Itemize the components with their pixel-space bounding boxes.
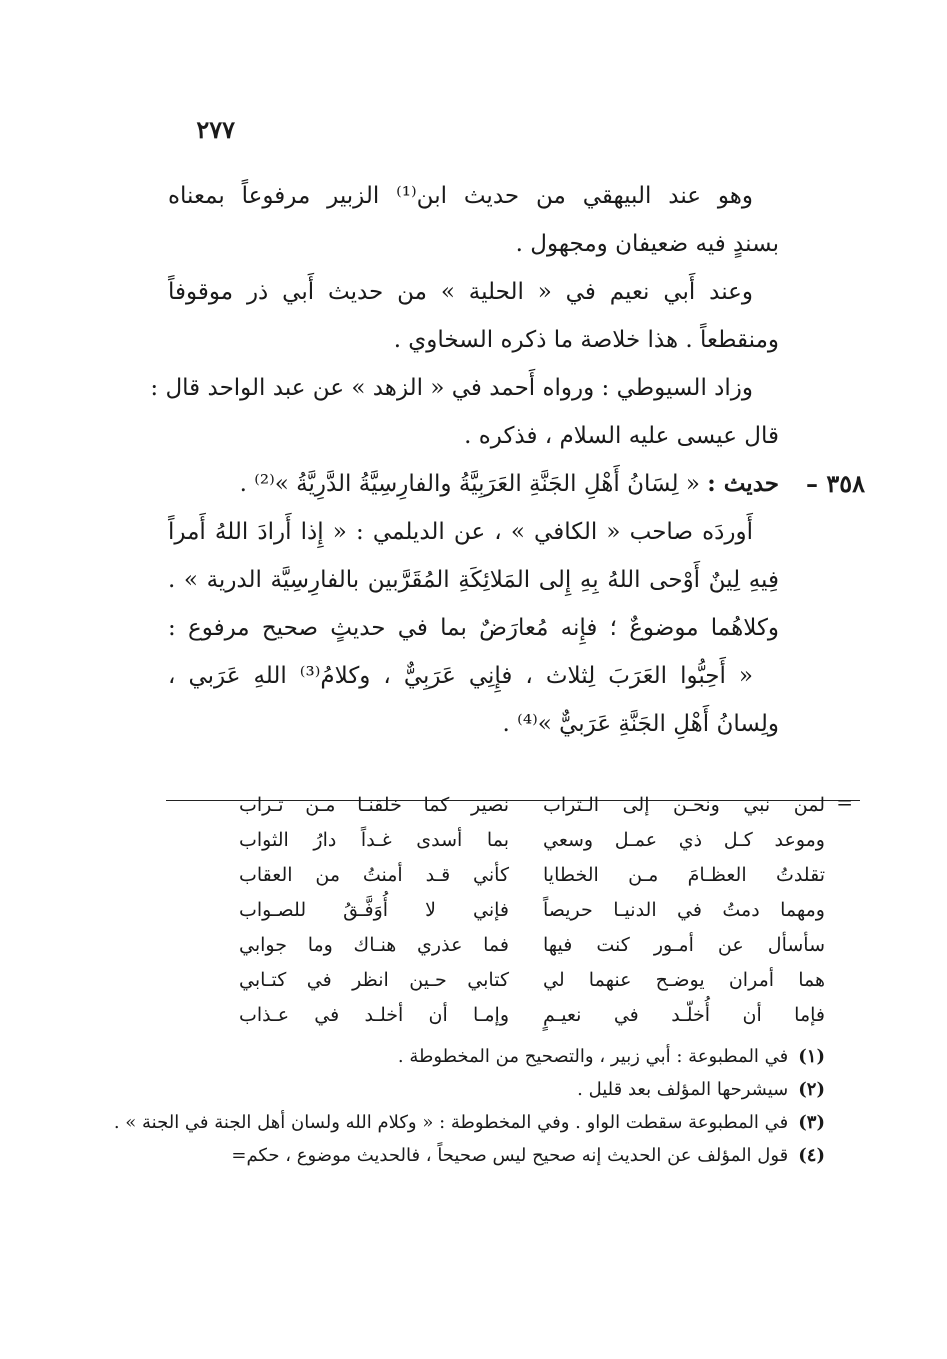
poem-first-hemistich: وموعد كـل ذي عمـل وسعي xyxy=(543,829,825,851)
text-line: وهو عند البيهقي من حديث ابن⁽¹⁾ الزبير مرفوعاً بمعناه xyxy=(168,183,753,209)
text-line: ومنقطعاً . هذا خلاصة ما ذكره السخاوي . xyxy=(393,327,779,353)
footnote xyxy=(105,1073,825,1106)
footnote-number: (١) xyxy=(798,1046,825,1067)
footnote xyxy=(105,1040,825,1073)
footnote-text: قول المؤلف عن الحديث إنه صحيح ليس صحيحاً ، فالحديث موضوع ، حكم= xyxy=(231,1145,789,1166)
hadith-label: حديث : xyxy=(707,470,779,497)
footnote-text: في المطبوعة : أبي زبير ، والتصحيح من المخطوطة . xyxy=(397,1046,789,1067)
poem-first-hemistich: لمن نبي ونحـن إلى الـتراب xyxy=(543,794,825,816)
footnote-text: سيشرحها المؤلف بعد قليل . xyxy=(577,1079,789,1100)
hadith-text: « لِسَانُ أَهْلِ الجَنَّةِ العَرَبِيَّةُ والفارِسِيَّةُ الدَّرِيَّةُ »⁽²⁾ . xyxy=(239,471,700,497)
footnotes xyxy=(105,1040,825,1172)
text-line: وكلاهُما موضوعٌ ؛ فإِنه مُعارَضٌ بما في حديثٍ صحيح مرفوع : xyxy=(168,615,779,641)
text-line: بسندٍ فيه ضعيفان ومجهول . xyxy=(515,231,779,257)
poem-second-hemistich: بما أسدى غـداً دارُ الثواب xyxy=(239,829,509,851)
text-line: « أَحِبُّوا العَرَبَ لِثلاث ، فإِنِي عَرَبِيٌّ ، وكلامُ⁽³⁾ اللهِ عَرَبي ، xyxy=(168,663,753,689)
page-number: ٢٧٧ xyxy=(196,115,235,144)
poem-verse xyxy=(125,963,825,998)
poem-first-hemistich: ومهما دمتُ في الدنيـا حريصاً xyxy=(543,899,825,921)
footnote-number: (٣) xyxy=(798,1112,825,1133)
text-line: ولِسانُ أَهْلِ الجَنَّةِ عَرَبيٌّ »⁽⁴⁾ . xyxy=(502,711,779,737)
main-text-block xyxy=(150,172,865,748)
poem-first-hemistich: هما أمران يوضـح عنهما لي xyxy=(543,969,825,991)
footnote-number: (٢) xyxy=(798,1079,825,1100)
text-line: وعند أَبي نعيم في « الحلية » من حديث أَبي ذر موقوفاً xyxy=(168,279,753,305)
poem-verse xyxy=(125,928,825,963)
poem-verse xyxy=(125,823,825,858)
poem-first-hemistich: فإما أن أُخلّـد في نعيـمٍ xyxy=(543,1004,825,1026)
footnote-text: في المطبوعة سقطت الواو . وفي المخطوطة : « وكلام الله ولسان أهل الجنة في الجنة » . xyxy=(113,1112,789,1133)
hadith-number: ٣٥٨ – xyxy=(805,469,865,498)
poem-second-hemistich: نصير كما خلقنـا مـن تـراب xyxy=(239,794,509,816)
poem-second-hemistich: فما عذري هنـاك وما جوابي xyxy=(239,934,509,956)
text-line: وزاد السيوطي : ورواه أَحمد في « الزهد » عن عبد الواحد قال : xyxy=(150,375,753,401)
poem-verse xyxy=(125,858,825,893)
poem-verse xyxy=(125,893,825,928)
hadith-heading xyxy=(168,460,865,508)
footnote xyxy=(105,1106,825,1139)
poem-block xyxy=(125,788,853,1033)
footnote xyxy=(105,1139,825,1172)
poem-verse xyxy=(125,788,825,823)
footnote-number: (٤) xyxy=(798,1145,825,1166)
poem-first-hemistich: سأسأل عن أمـور كنت فيها xyxy=(543,934,825,956)
poem-verse xyxy=(125,998,825,1033)
poem-second-hemistich: كأني قـد أمنتُ من العقاب xyxy=(239,864,509,886)
continuation-mark: = xyxy=(836,790,853,814)
text-line: قال عيسى عليه السلام ، فذكره . xyxy=(464,423,779,449)
poem-second-hemistich: كتابي حـين انظر في كتـابي xyxy=(239,969,509,991)
poem-second-hemistich: وإمـا أن أخلـد في عـذاب xyxy=(239,1004,509,1026)
poem-second-hemistich: فإني لا أُوَفَّـقُ للصـواب xyxy=(239,899,509,921)
poem-first-hemistich: تقلدتُ العظـامَ مـن الخطايا xyxy=(543,864,825,886)
text-line: فِيهِ لِينٌ أَوْحى اللهُ بِهِ إِلى المَلائِكَةِ المُقَرَّبين بالفارِسِيَّة الدرية » . xyxy=(168,567,779,593)
text-line: أَوردَه صاحب « الكافي » ، عن الديلمي : « إِذا أَرادَ اللهُ أَمراً xyxy=(168,519,753,545)
